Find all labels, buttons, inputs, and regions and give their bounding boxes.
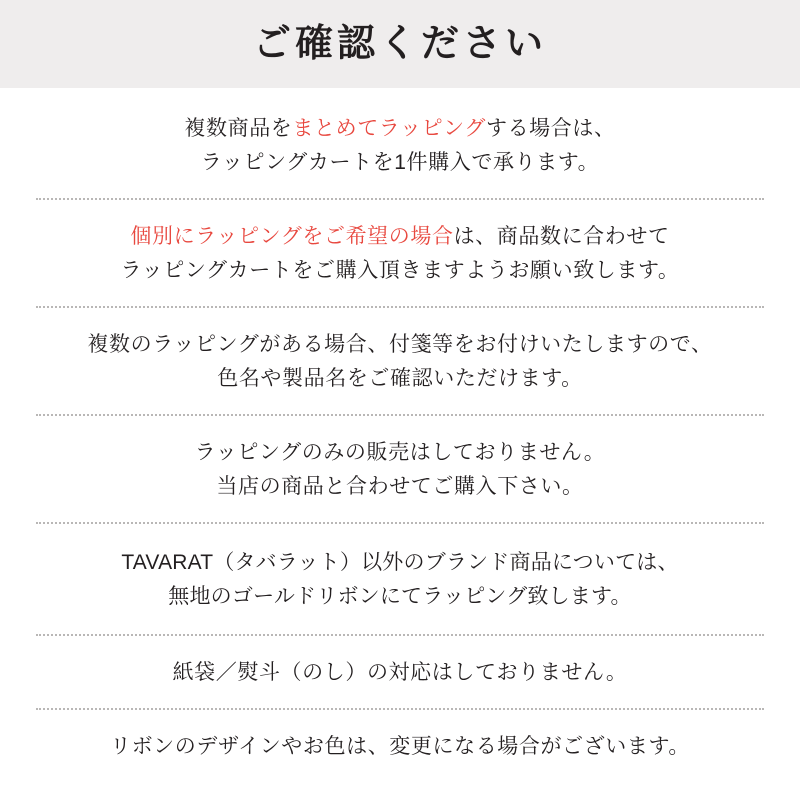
- highlighted-text: 個別にラッピングをご希望の場合: [130, 225, 454, 249]
- notice-block: [36, 522, 764, 634]
- notice-line: [36, 730, 764, 764]
- notice-text: 色名や製品名をご確認いただけます。: [217, 367, 583, 391]
- notice-text: は、商品数に合わせて: [453, 225, 670, 249]
- page-header: [0, 0, 800, 88]
- notice-text: 複数のラッピングがある場合、付箋等をお付けいたしますので、: [87, 333, 713, 357]
- notice-text: 複数商品を: [184, 117, 293, 140]
- notice-block: [36, 414, 764, 522]
- notice-line: [36, 146, 764, 180]
- notice-list: [0, 88, 800, 780]
- notice-line: [36, 112, 764, 146]
- notice-line: [36, 254, 764, 288]
- notice-block: [36, 88, 764, 198]
- notice-line: [36, 436, 764, 470]
- notice-line: [36, 580, 764, 614]
- notice-line: [36, 362, 764, 396]
- notice-block: [36, 634, 764, 708]
- notice-text: ラッピングのみの販売はしておりません。: [194, 441, 606, 465]
- notice-text: 当店の商品と合わせてご購入下さい。: [216, 475, 584, 499]
- notice-block: [36, 198, 764, 306]
- notice-text: 紙袋／熨斗（のし）の対応はしておりません。: [172, 661, 628, 685]
- notice-line: [36, 328, 764, 362]
- notice-line: [36, 470, 764, 504]
- notice-block: [36, 708, 764, 780]
- notice-line: [36, 656, 764, 690]
- notice-block: [36, 306, 764, 414]
- highlighted-text: まとめてラッピング: [292, 117, 486, 140]
- notice-text: ラッピングカートを1件購入で承ります。: [200, 151, 600, 175]
- notice-line: [36, 546, 764, 580]
- notice-text: ラッピングカートをご購入頂きますようお願い致します。: [120, 259, 680, 283]
- notice-text: 無地のゴールドリボンにてラッピング致します。: [168, 585, 632, 609]
- page-title: ご確認ください: [252, 23, 547, 65]
- notice-text: する場合は、: [485, 117, 616, 140]
- notice-text: リボンのデザインやお色は、変更になる場合がございます。: [109, 735, 691, 759]
- notice-text: TAVARAT（タバラット）以外のブランド商品については、: [121, 551, 679, 575]
- notice-line: [36, 220, 764, 254]
